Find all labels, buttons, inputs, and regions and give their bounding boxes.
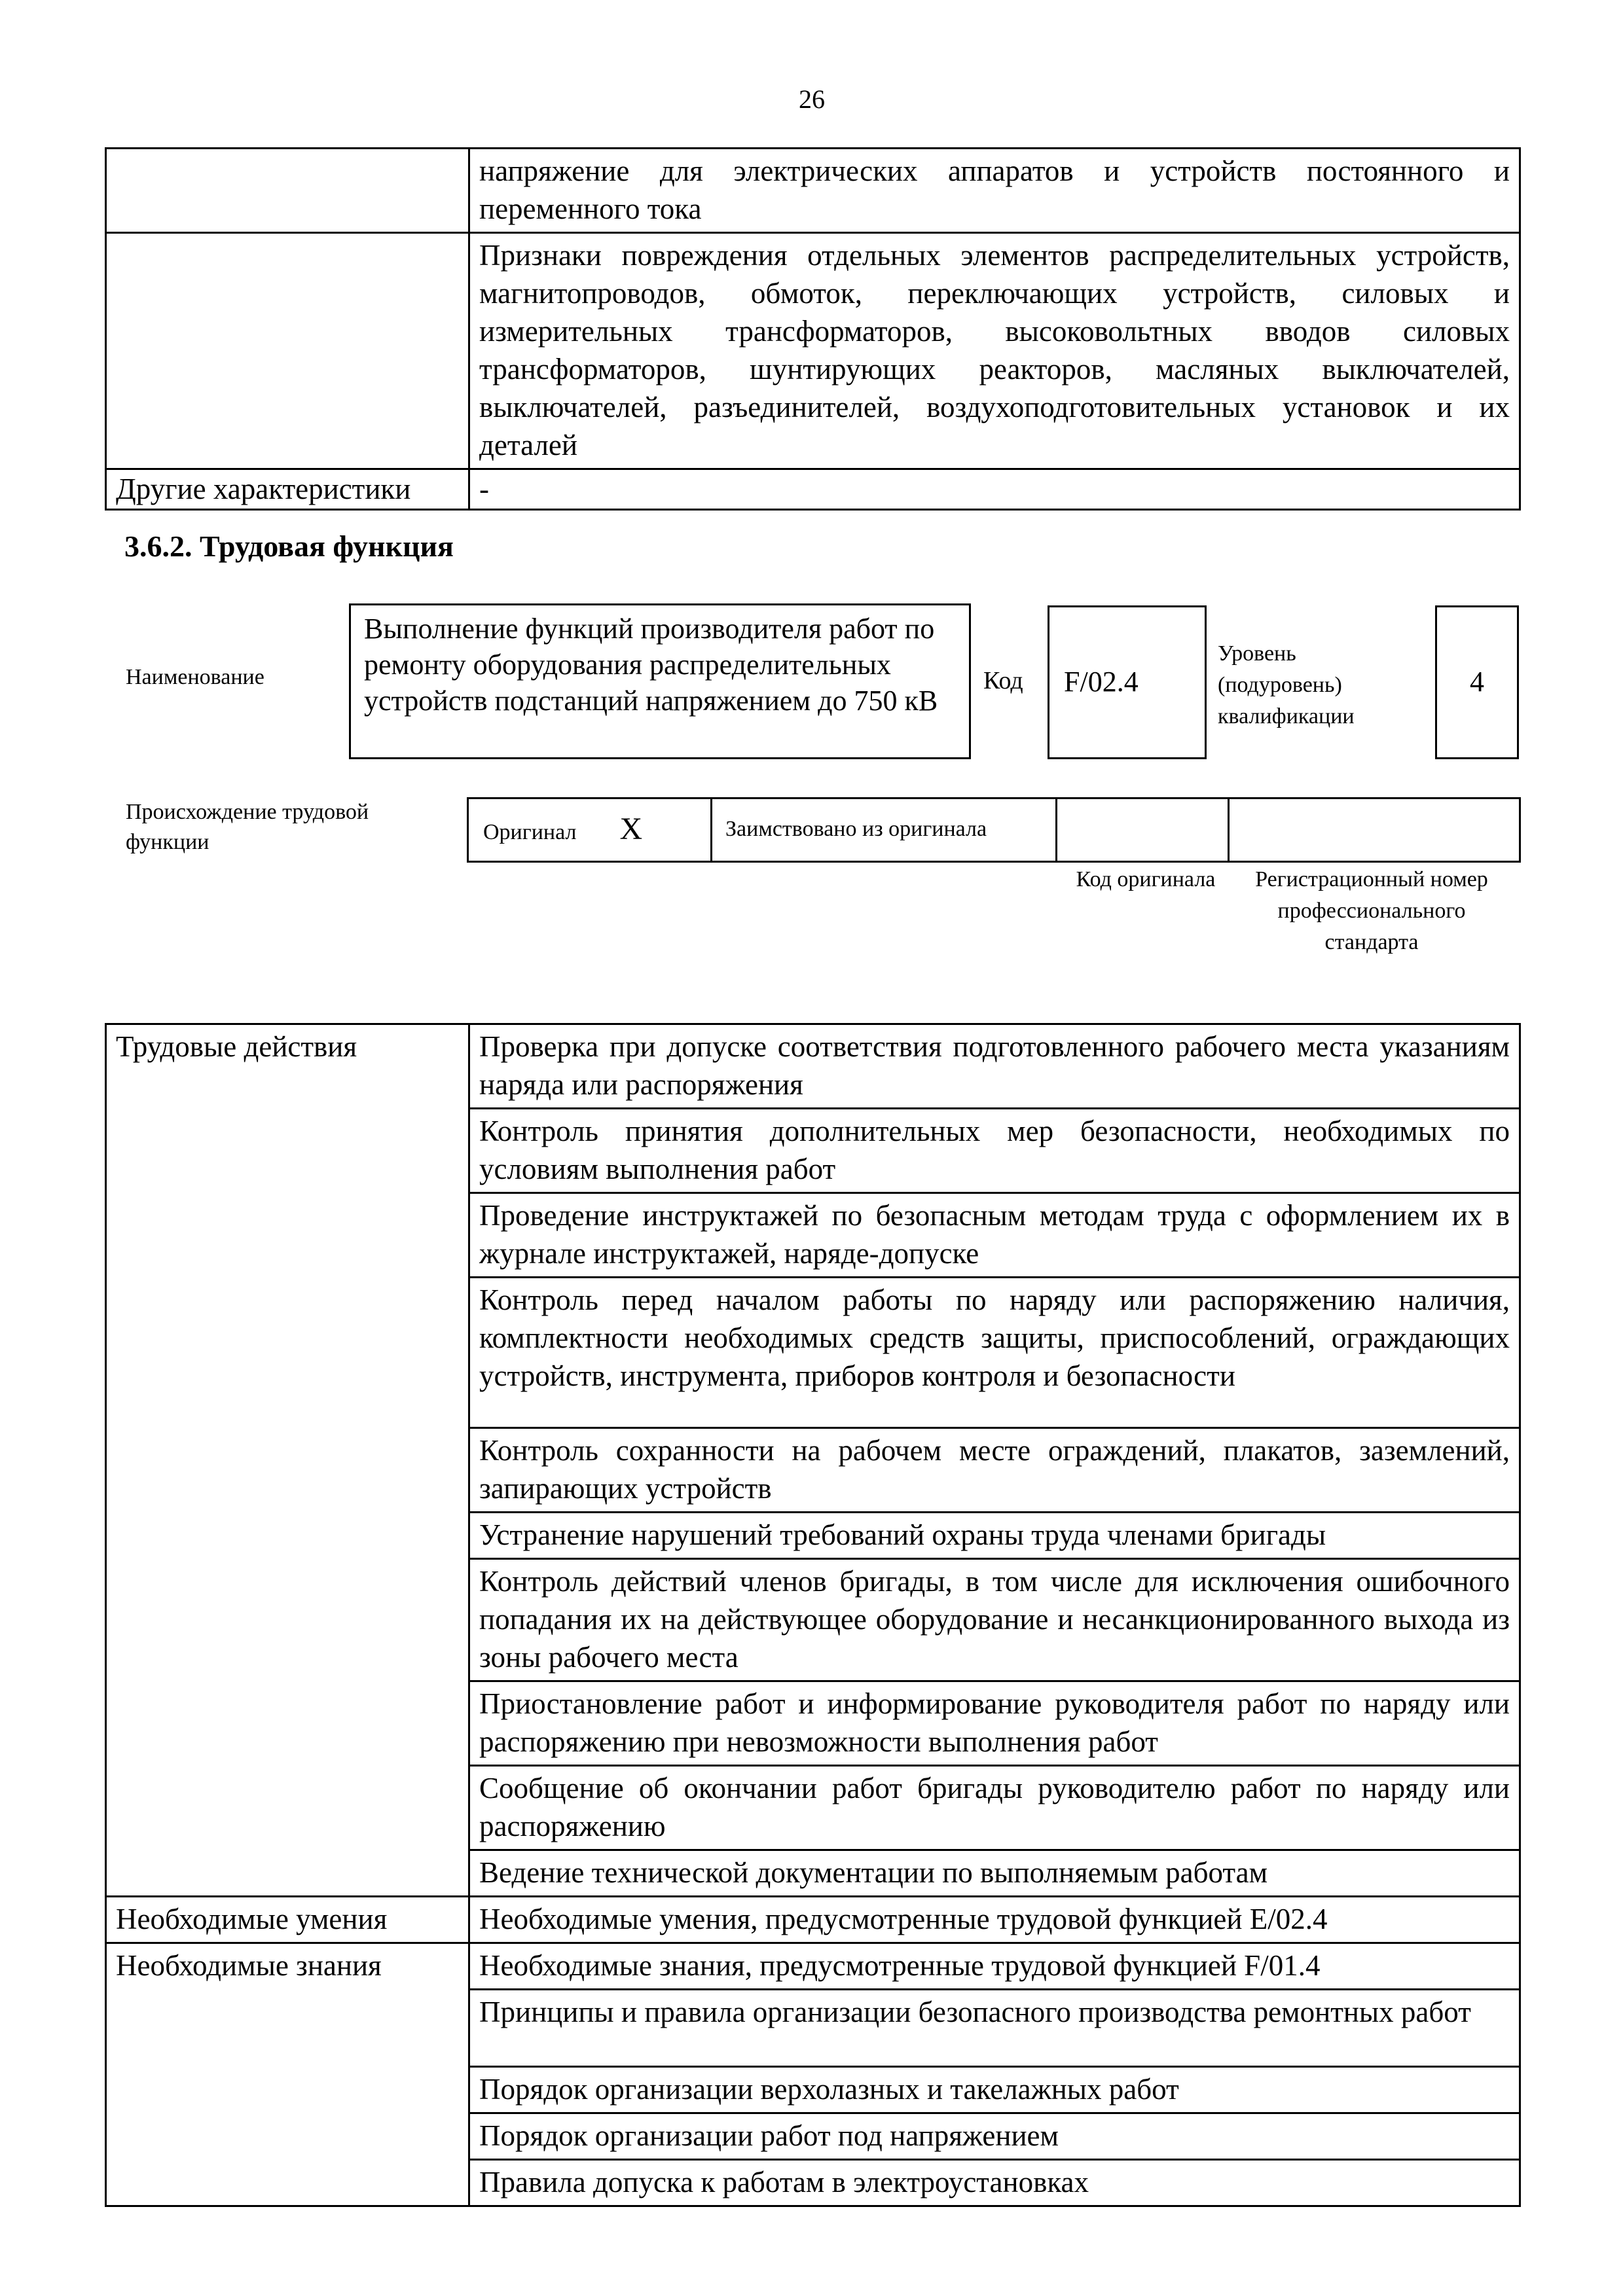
origin-table xyxy=(467,797,1521,863)
required-knowledge-item: Необходимые знания, предусмотренные трудовой функцией F/01.4 xyxy=(469,1943,1520,1990)
name-label: Наименование xyxy=(126,665,264,689)
required-knowledge-item: Принципы и правила организации безопасного производства ремонтных работ xyxy=(469,1990,1520,2067)
row-text: напряжение для электрических аппаратов и устройств постоянного и переменного тока xyxy=(469,149,1520,233)
row-text: Признаки повреждения отдельных элементов распределительных устройств, магнитопроводов, обмоток, переключающих устройств, силовых и измерительных трансформаторов, высоковольтных вводов силовых трансформаторов, шунтирующих реакторов, масляных выключателей, выключателей, разъединителей, воздухоподготовительных установок и их деталей xyxy=(469,233,1520,469)
required-knowledge-item: Правила допуска к работам в электроустановках xyxy=(469,2160,1520,2206)
section-heading: 3.6.2. Трудовая функция xyxy=(124,529,454,563)
labor-actions-item: Сообщение об окончании работ бригады руководителю работ по наряду или распоряжению xyxy=(469,1766,1520,1850)
origin-label: Происхождение трудовой функции xyxy=(126,800,369,854)
level-label: Уровень (подуровень) квалификации xyxy=(1218,641,1355,728)
table-row xyxy=(106,1897,1520,1943)
code-original-caption: Код оригинала xyxy=(1076,867,1216,891)
level-value: 4 xyxy=(1470,666,1484,698)
required-skills-item: Необходимые умения, предусмотренные трудовой функцией E/02.4 xyxy=(469,1897,1520,1943)
borrowed-label: Заимствовано из оригинала xyxy=(725,817,987,841)
origin-original-cell xyxy=(468,798,712,862)
table-row xyxy=(106,1943,1520,1990)
reg-number-caption: Регистрационный номер профессионального стандарта xyxy=(1255,867,1488,954)
code-value: F/02.4 xyxy=(1064,666,1139,698)
labor-actions-item: Контроль действий членов бригады, в том числе для исключения ошибочного попадания их на действующее оборудование и несанкционированного выхода из зоны рабочего места xyxy=(469,1559,1520,1681)
table-row xyxy=(106,1024,1520,1109)
table-row xyxy=(106,469,1520,510)
labor-actions-item: Ведение технической документации по выполняемым работам xyxy=(469,1850,1520,1897)
top-table xyxy=(105,147,1521,511)
labor-actions-item: Устранение нарушений требований охраны труда членами бригады xyxy=(469,1513,1520,1559)
borrowed-cell xyxy=(712,798,1057,862)
row-label xyxy=(106,149,469,233)
required-knowledge-item: Порядок организации верхолазных и такелажных работ xyxy=(469,2067,1520,2113)
other-characteristics-value: - xyxy=(469,469,1520,510)
function-name-box xyxy=(349,603,971,759)
labor-actions-label: Трудовые действия xyxy=(106,1024,469,1897)
original-code-cell xyxy=(1057,798,1229,862)
table-row xyxy=(106,149,1520,233)
level-box xyxy=(1435,605,1519,759)
row-label xyxy=(106,233,469,469)
required-knowledge-label: Необходимые знания xyxy=(106,1943,469,2206)
required-knowledge-item: Порядок организации работ под напряжением xyxy=(469,2113,1520,2160)
original-label: Оригинал xyxy=(483,820,577,844)
other-characteristics-label: Другие характеристики xyxy=(106,469,469,510)
labor-actions-item: Контроль перед началом работы по наряду или распоряжению наличия, комплектности необходимых средств защиты, приспособлений, ограждающих устройств, инструмента, приборов контроля и безопасности xyxy=(469,1278,1520,1428)
labor-actions-item: Контроль сохранности на рабочем месте ограждений, плакатов, заземлений, запирающих устройств xyxy=(469,1428,1520,1513)
labor-actions-item: Контроль принятия дополнительных мер безопасности, необходимых по условиям выполнения работ xyxy=(469,1109,1520,1193)
page-number: 26 xyxy=(799,84,825,114)
table-row xyxy=(106,233,1520,469)
main-table xyxy=(105,1023,1521,2207)
function-name: Выполнение функций производителя работ по ремонту оборудования распределительных устройств подстанций напряжением до 750 кВ xyxy=(364,613,938,717)
reg-number-cell xyxy=(1229,798,1520,862)
original-mark: X xyxy=(619,812,643,846)
labor-actions-item: Проверка при допуске соответствия подготовленного рабочего места указаниям наряда или распоряжения xyxy=(469,1024,1520,1109)
required-skills-label: Необходимые умения xyxy=(106,1897,469,1943)
labor-actions-item: Проведение инструктажей по безопасным методам труда с оформлением их в журнале инструктажей, наряде-допуске xyxy=(469,1193,1520,1278)
code-box xyxy=(1048,605,1207,759)
labor-actions-item: Приостановление работ и информирование руководителя работ по наряду или распоряжению при невозможности выполнения работ xyxy=(469,1681,1520,1766)
code-label: Код xyxy=(983,667,1023,694)
